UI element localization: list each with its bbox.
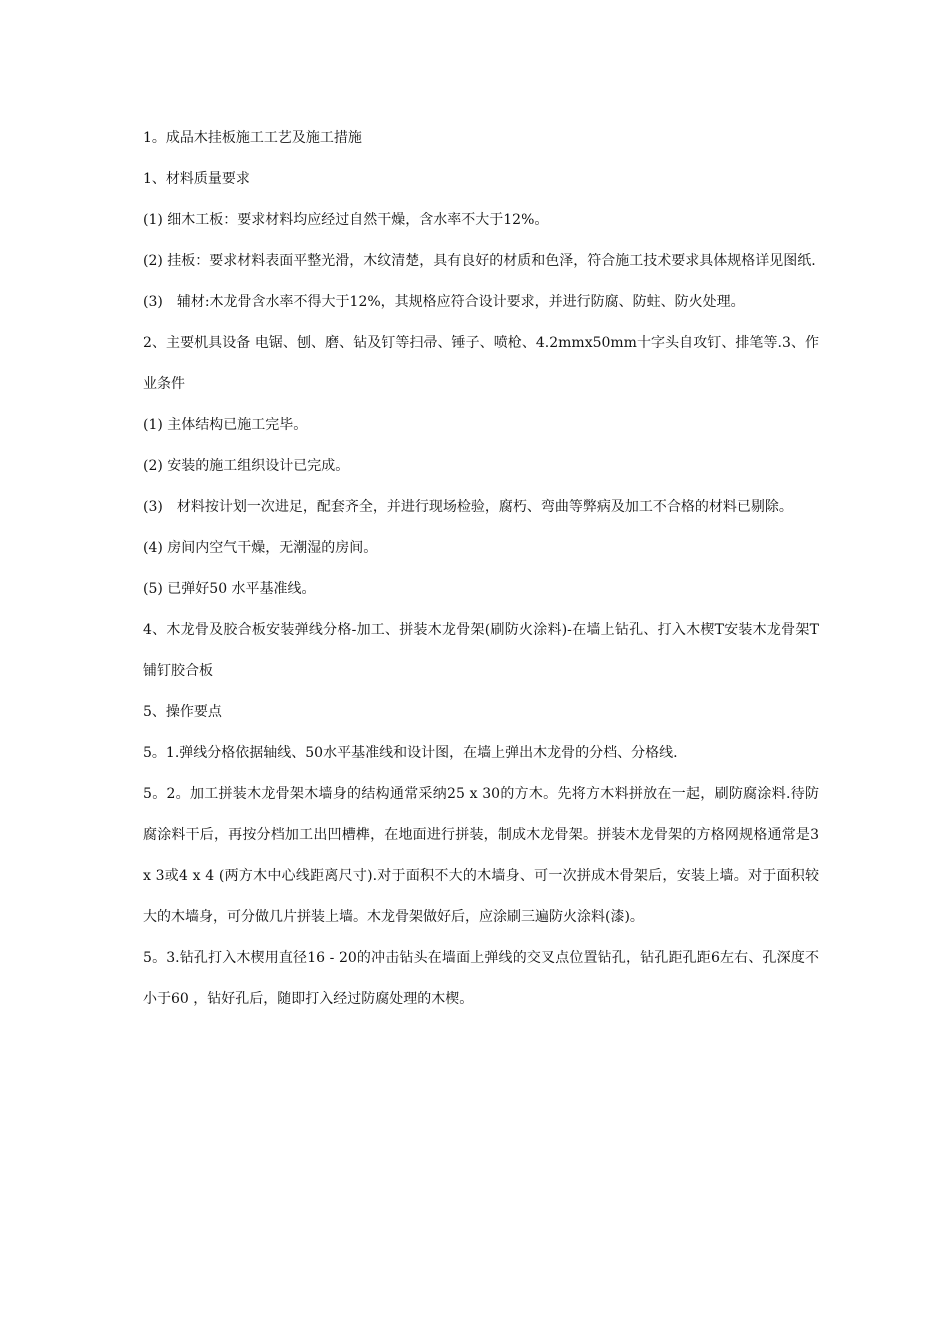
item-main-equipment: 2、主要机具设备 电锯、刨、磨、钻及钉等扫帚、锤子、喷枪、4.2mmx50mm十字头自攻钉、排笔等.3、作业条件	[143, 335, 819, 392]
item-condition-3: (3) 材料按计划一次进足，配套齐全，并进行现场检验，腐朽、弯曲等弊病及加工不合格的材料已剔除。	[143, 499, 793, 515]
point-5-3: 5。3.钻孔打入木楔用直径16 - 20的冲击钻头在墙面上弹线的交叉点位置钻孔，钻孔距孔距6左右、孔深度不小于60 ，钻好孔后，随即打入经过防腐处理的木楔。	[143, 950, 819, 1007]
heading-process-flow: 4、木龙骨及胶合板安装弹线分格-加工、拼装木龙骨架(刷防火涂料)-在墙上钻孔、打入木楔T安装木龙骨架T铺钉胶合板	[143, 622, 819, 679]
heading-material-quality: 1、材料质量要求	[143, 171, 250, 187]
item-condition-5: (5) 已弹好50 水平基准线。	[143, 581, 316, 597]
point-5-1: 5。1.弹线分格依据轴线、50水平基准线和设计图，在墙上弹出木龙骨的分档、分格线.	[143, 745, 678, 761]
item-blockboard: (1) 细木工板：要求材料均应经过自然干燥，含水率不大于12%。	[143, 212, 549, 228]
item-condition-4: (4) 房间内空气干燥，无潮湿的房间。	[143, 540, 378, 556]
section-title: 1。成品木挂板施工工艺及施工措施	[143, 130, 362, 146]
item-condition-2: (2) 安装的施工组织设计已完成。	[143, 458, 350, 474]
document-body	[143, 128, 819, 1030]
heading-operation-points: 5、操作要点	[143, 704, 222, 720]
item-auxiliary-material: (3) 辅材:木龙骨含水率不得大于12%，其规格应符合设计要求，并进行防腐、防蛀、防火处理。	[143, 294, 745, 310]
point-5-2: 5。2。加工拼装木龙骨架木墙身的结构通常采纳25 x 30的方木。先将方木料拼放在一起，刷防腐涂料.待防腐涂料干后，再按分档加工出凹槽榫，在地面进行拼装，制成木龙骨架。拼装木龙骨架的方格网规格通常是3 x 3或4 x 4 (两方木中心线距离尺寸).对于面积不大的木墙身、可一次拼成木骨架后，安装上墙。对于面积较大的木墙身，可分做几片拼装上墙。木龙骨架做好后，应涂刷三遍防火涂料(漆)。	[143, 786, 819, 925]
item-hanging-board: (2) 挂板：要求材料表面平整光滑，木纹清楚，具有良好的材质和色泽，符合施工技术要求具体规格详见图纸.	[143, 253, 816, 269]
item-condition-1: (1) 主体结构已施工完毕。	[143, 417, 308, 433]
